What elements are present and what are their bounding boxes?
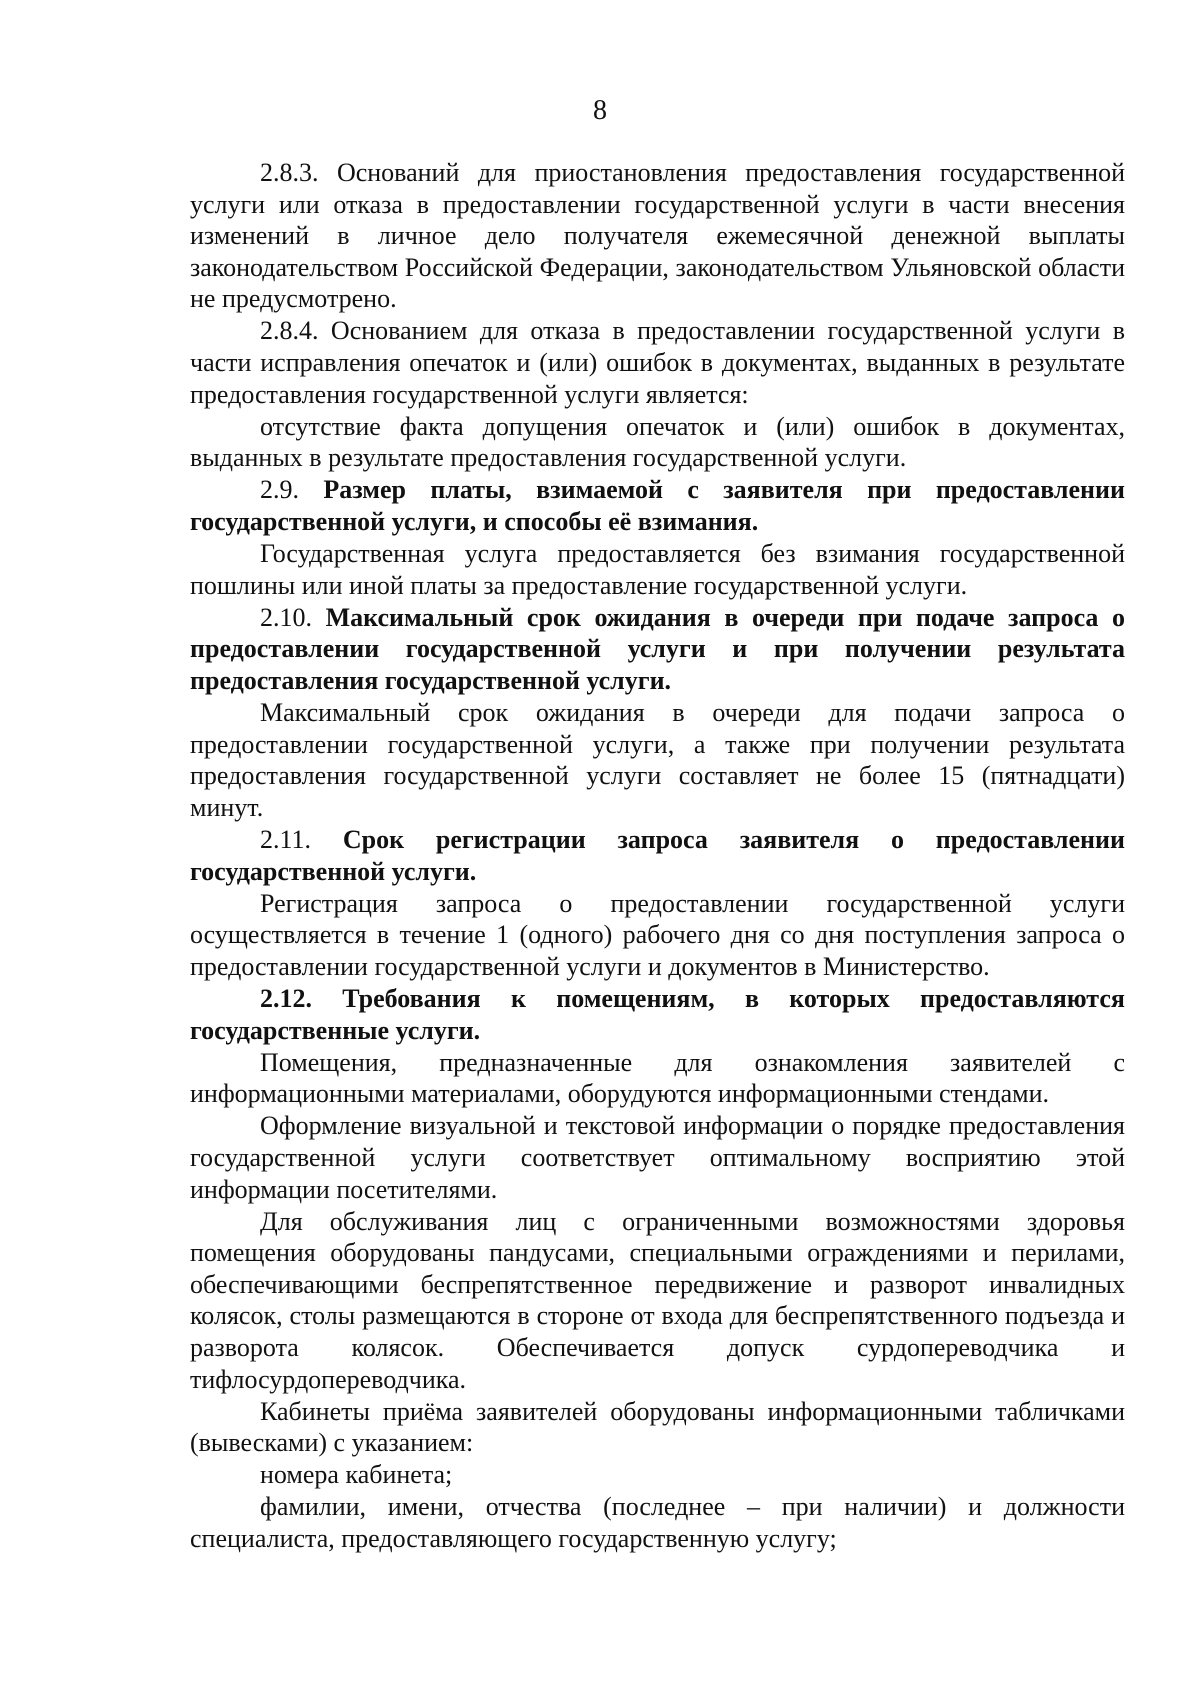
paragraph-fee: Государственная услуга предоставляется без взимания государственной пошлины или иной платы за предоставление государственной услуги. (190, 539, 1125, 600)
paragraph-cabinets: Кабинеты приёма заявителей оборудованы информационными табличками (вывесками) с указанием: (190, 1396, 1125, 1458)
page-number: 8 (593, 95, 607, 126)
section-heading: Срок регистрации запроса заявителя о предоставлении государственной услуги. (190, 824, 1125, 886)
paragraph-registration: Регистрация запроса о предоставлении государственной услуги осуществляется в течение 1 (одного) рабочего дня со дня поступления запроса о предоставлении государственной услуги и документов в Министерство. (190, 888, 1125, 981)
document-body (190, 157, 1125, 1555)
list-item-specialist: фамилии, имени, отчества (последнее – при наличии) и должности специалиста, предоставляющего государственную услугу; (190, 1492, 1125, 1554)
heading-2-12 (190, 983, 1125, 1046)
paragraph-visual-info: Оформление визуальной и текстовой информации о порядке предоставления государственной услуги соответствует оптимальному восприятию этой информации посетителями. (190, 1111, 1125, 1204)
paragraph-accessibility: Для обслуживания лиц с ограниченными возможностями здоровья помещения оборудованы пандусами, специальными ограждениями и перилами, обеспечивающими беспрепятственное передвижение и разворот инвалидных колясок, столы размещаются в стороне от входа для беспрепятственного подъезда и разворота колясок. Обеспечивается допуск сурдопереводчика и тифлосурдопереводчика. (190, 1206, 1125, 1394)
section-heading: Размер платы, взимаемой с заявителя при предоставлении государственной услуги, и способы её взимания. (190, 475, 1126, 537)
paragraph-2-8-4: 2.8.4. Основанием для отказа в предоставлении государственной услуги в части исправления опечаток и (или) ошибок в документах, выданных в результате предоставления государственной услуги является: (190, 316, 1125, 409)
heading-2-9 (190, 474, 1125, 537)
heading-2-10 (190, 602, 1125, 697)
section-number: 2.10. (260, 602, 326, 632)
paragraph-2-8-3: 2.8.3. Оснований для приостановления предоставления государственной услуги или отказа в предоставлении государственной услуги в части внесения изменений в личное дело получателя ежемесячной денежной выплаты законодательством Российской Федерации, законодательством Ульяновской области не предусмотрено. (190, 158, 1125, 314)
section-number: 2.11. (260, 824, 343, 854)
paragraph-waiting-time: Максимальный срок ожидания в очереди для подачи запроса о предоставлении государственной услуги, а также при получении результата предоставления государственной услуги составляет не более 15 (пятнадцати) минут. (190, 698, 1125, 822)
heading-2-11 (190, 824, 1125, 887)
section-heading: Максимальный срок ожидания в очереди при подаче запроса о предоставлении государственной услуги и при получении результата предоставления государственной услуги. (190, 602, 1126, 695)
list-item-cabinet-number: номера кабинета; (260, 1460, 453, 1490)
paragraph-premises: Помещения, предназначенные для ознакомления заявителей с информационными материалами, оборудуются информационными стендами. (190, 1047, 1125, 1109)
section-heading: 2.12. Требования к помещениям, в которых предоставляются государственные услуги. (190, 983, 1125, 1045)
paragraph-refusal-reason: отсутствие факта допущения опечаток и (или) ошибок в документах, выданных в результате предоставления государственной услуги. (190, 411, 1125, 473)
section-number: 2.9. (260, 475, 324, 505)
